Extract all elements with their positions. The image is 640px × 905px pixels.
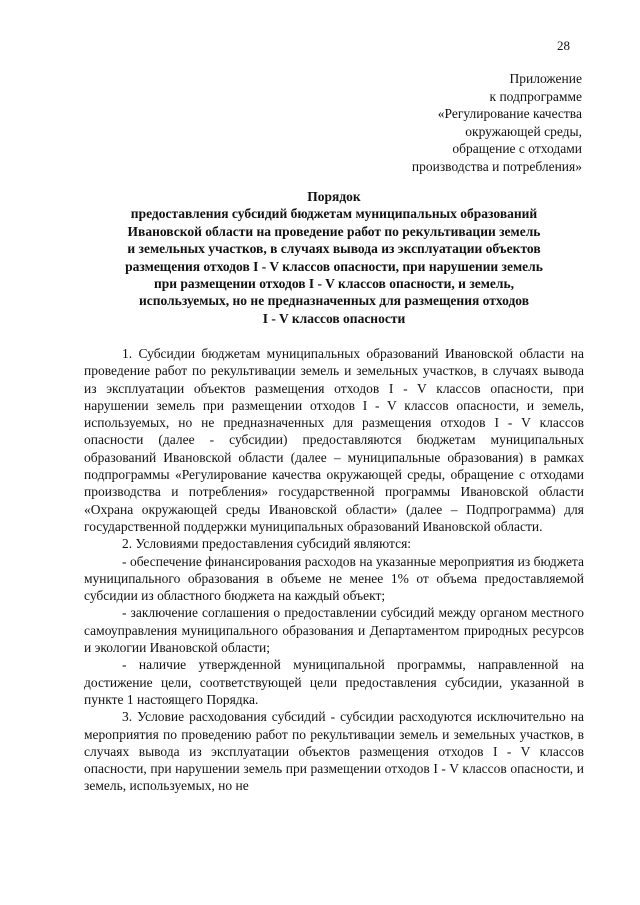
title-line: при размещении отходов I - V классов опасности, и земель,	[153, 276, 515, 292]
title-heading: Порядок	[307, 189, 361, 204]
title-line: I - V классов опасности	[262, 310, 406, 326]
title-line: используемых, но не предназначенных для размещения отходов	[138, 293, 529, 309]
document-body	[84, 345, 584, 795]
paragraph-3: 3. Условие расходования субсидий - субсидии расходуются исключительно на мероприятия по проведению работ по рекультивации земель и земельных участков, в случаях вывода из эксплуатации объектов размещения отходов I - V классов опасности, при нарушении земель при размещении отходов I - V классов опасности, и земель, используемых, но не	[84, 709, 584, 794]
paragraph-condition-financing: - обеспечение финансирования расходов на указанные мероприятия из бюджета муниципального образования в объеме не менее 1% от объема предоставляемой субсидии из областного бюджета на каждый объект;	[84, 553, 584, 604]
title-line: предоставления субсидий бюджетам муниципальных образований	[130, 206, 538, 222]
appendix-line: Приложение	[509, 71, 582, 86]
appendix-line: производства и потребления»	[411, 158, 582, 174]
appendix-line: к подпрограмме	[489, 88, 582, 104]
page-number: 28	[557, 38, 570, 53]
title-line: Ивановской области на проведение работ по рекультивации земель	[127, 223, 541, 239]
paragraph-1: 1. Субсидии бюджетам муниципальных образований Ивановской области на проведение работ по рекультивации земель и земельных участков, в случаях вывода из эксплуатации объектов размещения отходов I - V классов опасности, при нарушении земель при размещении отходов I - V классов опасности, и земель, используемых, но не предназначенных для размещения отходов I - V классов опасности (далее - субсидии) предоставляются бюджетам муниципальных образований Ивановской области (далее – муниципальные образования) в рамках подпрограммы «Регулирование качества окружающей среды, обращение с отходами производства и потребления» государственной программы Ивановской области «Охрана окружающей среды Ивановской области» (далее – Подпрограмма) для государственной поддержки муниципальных образований Ивановской области.	[84, 346, 584, 534]
paragraph-condition-agreement: - заключение соглашения о предоставлении субсидий между органом местного самоуправления муниципального образования и Департаментом природных ресурсов и экологии Ивановской области;	[84, 605, 584, 656]
title-line: и земельных участков, в случаях вывода из эксплуатации объектов	[127, 241, 541, 257]
appendix-note	[322, 70, 582, 176]
paragraph-condition-program: - наличие утвержденной муниципальной программы, направленной на достижение цели, соответствующей цели предоставления субсидии, указанной в пункте 1 настоящего Порядка.	[84, 657, 584, 707]
appendix-line: «Регулирование качества	[437, 106, 582, 122]
paragraph-2: 2. Условиями предоставления субсидий являются:	[122, 536, 412, 552]
appendix-line: окружающей среды,	[465, 123, 582, 139]
document-title	[84, 188, 584, 327]
title-line: размещения отходов I - V классов опасности, при нарушении земель	[125, 258, 543, 274]
appendix-line: обращение с отходами	[452, 141, 582, 157]
